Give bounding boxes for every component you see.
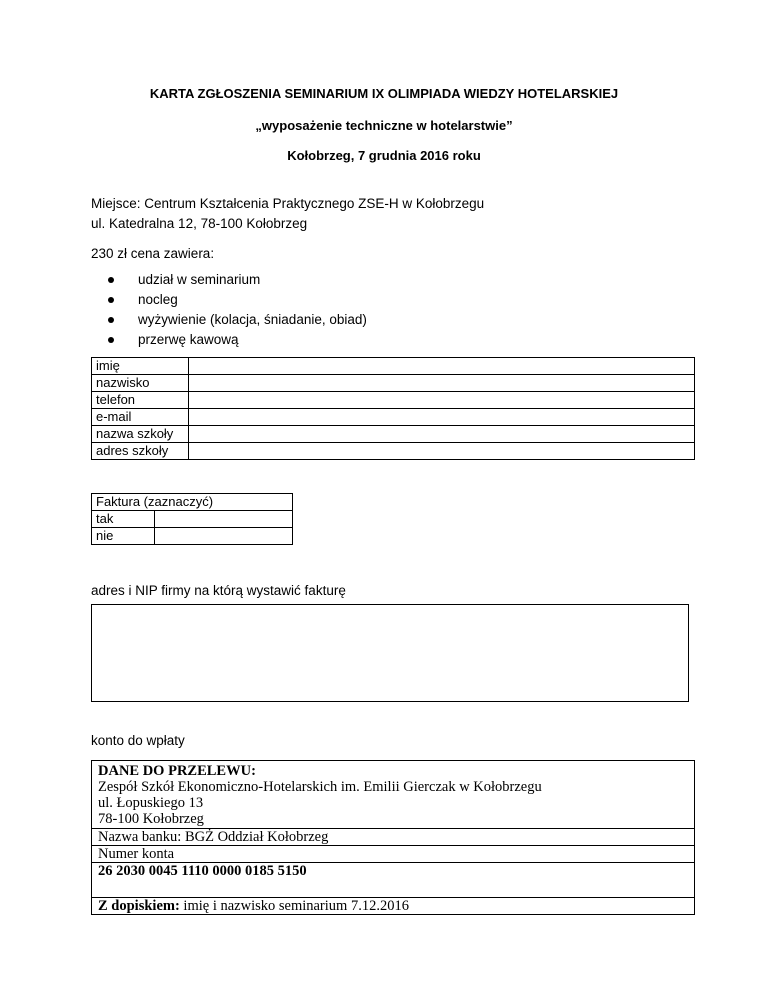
field-label: nazwisko — [92, 375, 189, 392]
table-row — [92, 829, 695, 846]
list-item: udział w seminarium — [108, 270, 367, 290]
invoice-yes-checkbox[interactable] — [155, 511, 293, 528]
table-row — [92, 846, 695, 863]
page-title: KARTA ZGŁOSZENIA SEMINARIUM IX OLIMPIADA WIEDZY HOTELARSKIEJ — [149, 86, 619, 101]
table-row — [92, 528, 293, 545]
table-row — [92, 494, 293, 511]
field-input[interactable] — [189, 409, 695, 426]
bullet-icon — [108, 277, 114, 283]
table-row — [92, 358, 695, 375]
account-label: konto do wpłaty — [91, 733, 185, 748]
participant-table — [91, 357, 695, 460]
list-item: nocleg — [108, 290, 367, 310]
bank-heading: DANE DO PRZELEWU: — [98, 763, 256, 779]
list-item: wyżywienie (kolacja, śniadanie, obiad) — [108, 310, 367, 330]
list-item: przerwę kawową — [108, 330, 367, 350]
field-input[interactable] — [189, 375, 695, 392]
field-label: telefon — [92, 392, 189, 409]
field-label: e-mail — [92, 409, 189, 426]
place-line-2: ul. Katedralna 12, 78-100 Kołobrzeg — [91, 216, 308, 231]
event-date: Kołobrzeg, 7 grudnia 2016 roku — [287, 148, 481, 163]
place-line-1: Miejsce: Centrum Kształcenia Praktycznego ZSE-H w Kołobrzegu — [91, 196, 485, 211]
table-row — [92, 409, 695, 426]
field-input[interactable] — [189, 443, 695, 460]
field-input[interactable] — [189, 358, 695, 375]
bank-transfer-table — [91, 760, 695, 915]
invoice-no-checkbox[interactable] — [155, 528, 293, 545]
invoice-option-no: nie — [92, 528, 155, 545]
table-row — [92, 761, 695, 829]
table-row — [92, 863, 695, 898]
table-row — [92, 392, 695, 409]
company-label: adres i NIP firmy na którą wystawić fakturę — [91, 583, 346, 598]
note-text: imię i nazwisko seminarium 7.12.2016 — [179, 898, 409, 914]
company-details-field[interactable] — [91, 604, 689, 702]
bank-name: Nazwa banku: BGŻ Oddział Kołobrzeg — [92, 829, 695, 846]
table-row — [92, 443, 695, 460]
field-label: adres szkoły — [92, 443, 189, 460]
bullet-icon — [108, 317, 114, 323]
transfer-note — [92, 898, 695, 915]
field-input[interactable] — [189, 426, 695, 443]
invoice-header: Faktura (zaznaczyć) — [92, 494, 293, 511]
recipient-line: 78-100 Kołobrzeg — [98, 811, 204, 827]
recipient-line: Zespół Szkół Ekonomiczno-Hotelarskich im. Emilii Gierczak w Kołobrzegu — [98, 779, 542, 795]
recipient-line: ul. Łopuskiego 13 — [98, 795, 204, 811]
field-input[interactable] — [189, 392, 695, 409]
invoice-table — [91, 493, 293, 545]
page-subtitle: „wyposażenie techniczne w hotelarstwie” — [255, 118, 513, 133]
table-row — [92, 898, 695, 915]
account-number: 26 2030 0045 1110 0000 0185 5150 — [92, 863, 695, 898]
table-row — [92, 511, 293, 528]
price-includes-list — [108, 270, 367, 350]
table-row — [92, 375, 695, 392]
bullet-icon — [108, 297, 114, 303]
field-label: imię — [92, 358, 189, 375]
invoice-option-yes: tak — [92, 511, 155, 528]
account-number-label: Numer konta — [92, 846, 695, 863]
price-intro: 230 zł cena zawiera: — [91, 246, 215, 261]
table-row — [92, 426, 695, 443]
field-label: nazwa szkoły — [92, 426, 189, 443]
bullet-icon — [108, 337, 114, 343]
note-label: Z dopiskiem: — [98, 898, 180, 914]
